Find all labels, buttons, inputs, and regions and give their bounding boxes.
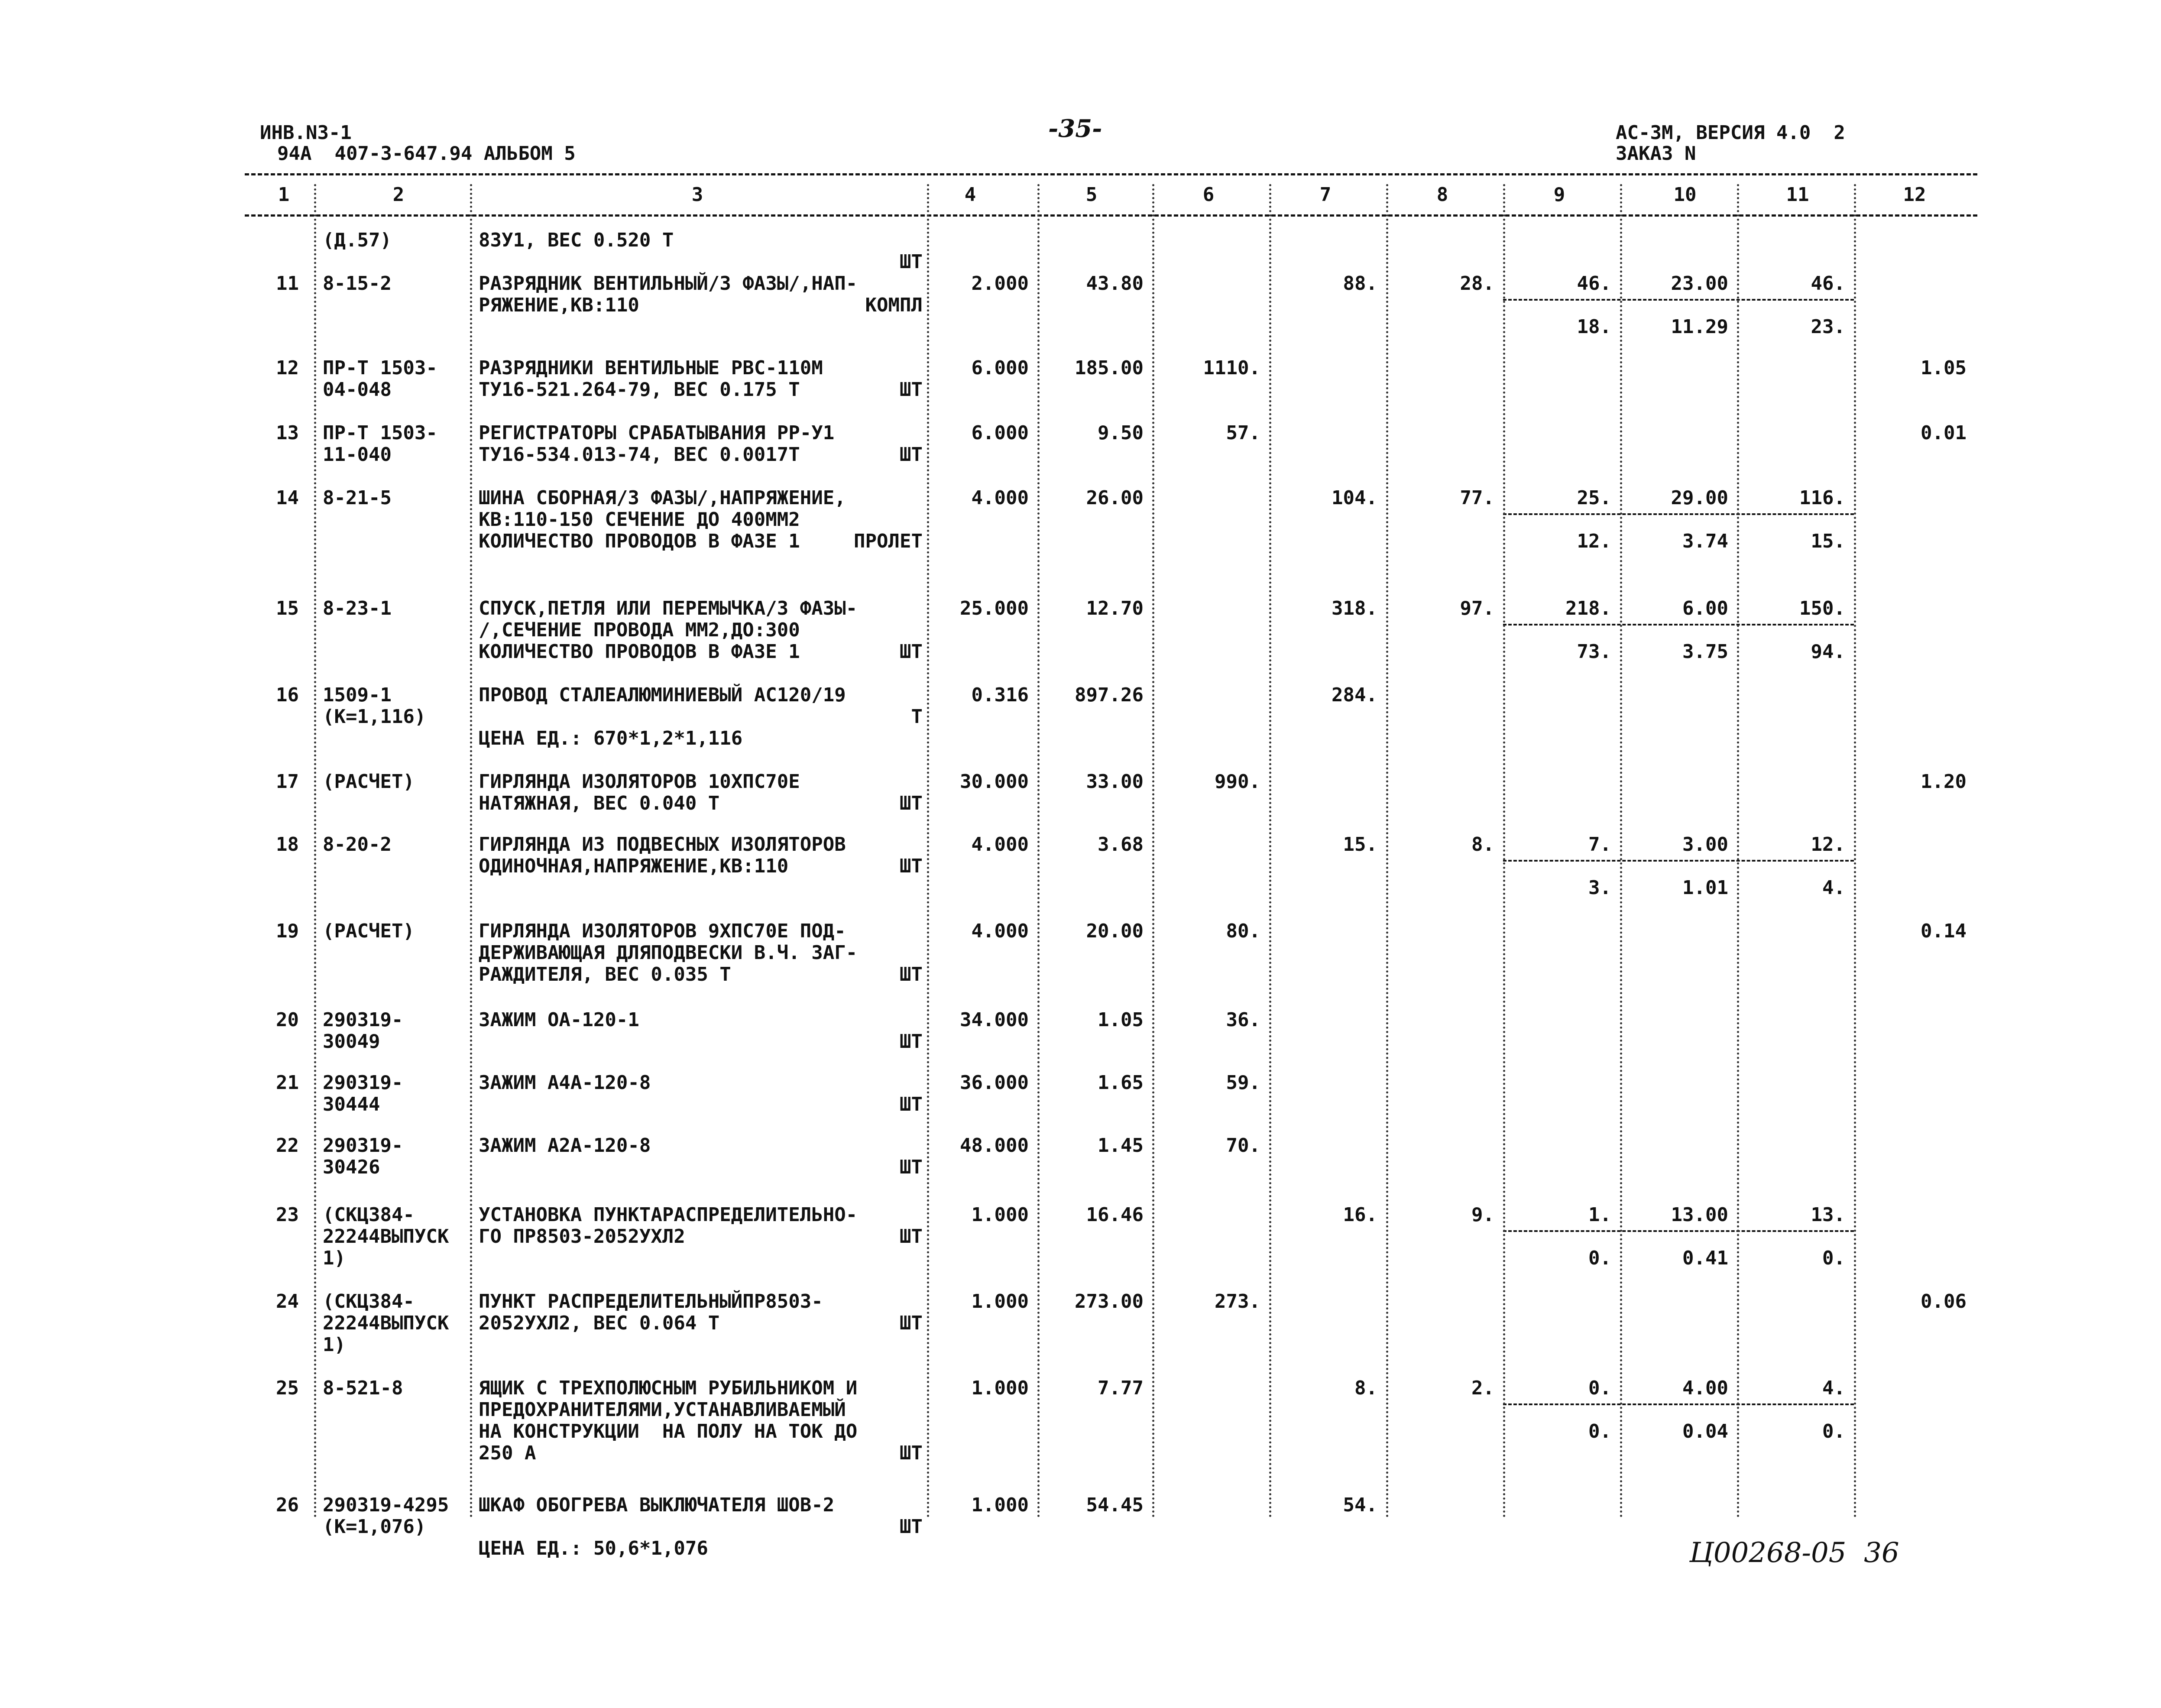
row-unit: ШТ	[900, 1156, 923, 1178]
row-value-c12: 0.06	[1921, 1290, 1967, 1313]
row-value-c6: 990.	[1215, 771, 1260, 793]
row-code: (РАСЧЕТ)	[323, 771, 415, 793]
row-value-c5: 26.00	[1086, 487, 1144, 509]
row-subvalue-c9b: 73.	[1577, 641, 1611, 663]
row-value-c4: 0.316	[971, 684, 1029, 706]
row-value-c9: 7.	[1588, 833, 1611, 856]
row-value-c10: 29.00	[1671, 487, 1728, 509]
row-description: ДЕРЖИВАЮЩАЯ ДЛЯПОДВЕСКИ В.Ч. ЗАГ-	[479, 942, 858, 964]
row-subvalue-c10b: 0.41	[1682, 1247, 1728, 1269]
row-code: 290319-4295	[323, 1494, 449, 1516]
header-rule-top	[245, 173, 1977, 175]
row-description: КВ:110-150 СЕЧЕНИЕ ДО 400ММ2	[479, 509, 800, 531]
row-value-c11: 46.	[1811, 272, 1845, 295]
inventory-number: ИНВ.N3-1	[260, 122, 352, 144]
row-value-c9: 1.	[1588, 1204, 1611, 1226]
row-code: (СКЦ384-	[323, 1290, 415, 1313]
row-number: 12	[276, 357, 299, 379]
column-separator	[1503, 184, 1505, 1518]
row-value-c4: 1.000	[971, 1377, 1029, 1399]
column-header-2: 2	[392, 184, 405, 206]
row-code: 290319-	[323, 1134, 403, 1157]
row-value-c6: 57.	[1226, 422, 1260, 444]
row-code: 30049	[323, 1031, 380, 1053]
row-code: 8-23-1	[323, 597, 392, 619]
row-code: 22244ВЫПУСК	[323, 1312, 449, 1334]
row-number: 22	[276, 1134, 299, 1157]
row-code: 30426	[323, 1156, 380, 1178]
row-number: 16	[276, 684, 299, 706]
album-reference: 94А 407-3-647.94 АЛЬБОМ 5	[277, 143, 576, 165]
row-value-c7: 104.	[1332, 487, 1377, 509]
row-value-c7: 16.	[1343, 1204, 1377, 1226]
row-value-c6: 1110.	[1203, 357, 1260, 379]
row-subvalue-c11b: 4.	[1822, 877, 1845, 899]
row-description: РАЗРЯДНИК ВЕНТИЛЬНЫЙ/3 ФАЗЫ/,НАП-	[479, 272, 858, 295]
row-subvalue-c11b: 0.	[1822, 1247, 1845, 1269]
row-value-c12: 0.14	[1921, 920, 1967, 942]
row-value-c7: 284.	[1332, 684, 1377, 706]
row-value-c4: 1.000	[971, 1494, 1029, 1516]
row-value-c4: 2.000	[971, 272, 1029, 295]
row-number: 19	[276, 920, 299, 942]
row-value-c4: 34.000	[960, 1009, 1029, 1031]
row-value-c5: 1.45	[1098, 1134, 1144, 1157]
row-description: 83У1, ВЕС 0.520 Т	[479, 229, 674, 251]
row-unit: ШТ	[900, 1312, 923, 1334]
column-separator	[1152, 184, 1154, 1518]
subrow-rule	[1503, 860, 1854, 862]
row-code: (К=1,116)	[323, 706, 426, 728]
row-value-c9: 218.	[1565, 597, 1611, 619]
row-value-c9: 46.	[1577, 272, 1611, 295]
row-value-c10: 23.00	[1671, 272, 1728, 295]
column-header-5: 5	[1085, 184, 1098, 206]
row-description: ЗАЖИМ А2А-120-8	[479, 1134, 651, 1157]
row-value-c11: 150.	[1799, 597, 1845, 619]
row-value-c5: 20.00	[1086, 920, 1144, 942]
row-price-note: ЦЕНА ЕД.: 50,6*1,076	[479, 1537, 708, 1559]
row-unit: ШТ	[900, 1031, 923, 1053]
row-value-c11: 13.	[1811, 1204, 1845, 1226]
row-value-c4: 4.000	[971, 833, 1029, 856]
row-value-c10: 13.00	[1671, 1204, 1728, 1226]
handwritten-signature: Ц00268-05 36	[1689, 1537, 1899, 1569]
row-value-c11: 4.	[1822, 1377, 1845, 1399]
row-value-c11: 116.	[1799, 487, 1845, 509]
column-header-7: 7	[1319, 184, 1332, 206]
subrow-rule	[1503, 299, 1854, 301]
row-value-c4: 4.000	[971, 920, 1029, 942]
row-value-c4: 1.000	[971, 1290, 1029, 1313]
row-description: ГО ПР8503-2052УХЛ2	[479, 1225, 685, 1248]
page-number: -35-	[1048, 114, 1102, 143]
column-separator	[1854, 184, 1856, 1518]
row-description: УСТАНОВКА ПУНКТАРАСПРЕДЕЛИТЕЛЬНО-	[479, 1204, 858, 1226]
row-value-c6: 36.	[1226, 1009, 1260, 1031]
row-subvalue-c10b: 0.04	[1682, 1420, 1728, 1442]
row-code: 8-521-8	[323, 1377, 403, 1399]
row-value-c5: 7.77	[1098, 1377, 1144, 1399]
row-code: 1)	[323, 1334, 346, 1356]
row-value-c10: 4.00	[1682, 1377, 1728, 1399]
row-subvalue-c10b: 1.01	[1682, 877, 1728, 899]
subrow-rule	[1503, 624, 1854, 626]
row-value-c7: 8.	[1354, 1377, 1377, 1399]
column-separator	[1386, 184, 1388, 1518]
row-value-c5: 9.50	[1098, 422, 1144, 444]
row-value-c5: 185.00	[1075, 357, 1144, 379]
row-description: 2052УХЛ2, ВЕС 0.064 Т	[479, 1312, 720, 1334]
row-value-c6: 273.	[1215, 1290, 1260, 1313]
program-version: АС-3М, ВЕРСИЯ 4.0 2	[1616, 122, 1845, 144]
row-code: 8-20-2	[323, 833, 392, 856]
row-description: ТУ16-521.264-79, ВЕС 0.175 Т	[479, 379, 800, 401]
row-unit: КОМПЛ	[865, 294, 923, 316]
row-value-c5: 1.65	[1098, 1072, 1144, 1094]
row-value-c12: 1.05	[1921, 357, 1967, 379]
column-header-12: 12	[1903, 184, 1926, 206]
row-number: 24	[276, 1290, 299, 1313]
subrow-rule	[1503, 1230, 1854, 1232]
column-separator	[1269, 184, 1271, 1518]
row-description: ГИРЛЯНДА ИЗ ПОДВЕСНЫХ ИЗОЛЯТОРОВ	[479, 833, 846, 856]
column-separator	[314, 184, 316, 1518]
row-number: 23	[276, 1204, 299, 1226]
row-unit: ШТ	[900, 855, 923, 877]
column-header-10: 10	[1673, 184, 1697, 206]
row-subvalue-c9b: 0.	[1588, 1247, 1611, 1269]
row-code: ПР-Т 1503-	[323, 422, 437, 444]
row-value-c10: 3.00	[1682, 833, 1728, 856]
row-number: 11	[276, 272, 299, 295]
column-header-11: 11	[1786, 184, 1809, 206]
row-code: 1509-1	[323, 684, 392, 706]
row-description: ОДИНОЧНАЯ,НАПРЯЖЕНИЕ,КВ:110	[479, 855, 789, 877]
row-value-c4: 6.000	[971, 422, 1029, 444]
row-description: ШИНА СБОРНАЯ/3 ФАЗЫ/,НАПРЯЖЕНИЕ,	[479, 487, 846, 509]
row-value-c6: 70.	[1226, 1134, 1260, 1157]
row-value-c5: 16.46	[1086, 1204, 1144, 1226]
column-header-8: 8	[1436, 184, 1448, 206]
row-value-c5: 43.80	[1086, 272, 1144, 295]
row-description: КОЛИЧЕСТВО ПРОВОДОВ В ФАЗЕ 1	[479, 641, 800, 663]
row-subvalue-c11b: 15.	[1811, 530, 1845, 552]
row-subvalue-c11b: 94.	[1811, 641, 1845, 663]
row-code: 04-048	[323, 379, 392, 401]
column-separator	[1037, 184, 1040, 1518]
row-value-c11: 12.	[1811, 833, 1845, 856]
row-code: 8-21-5	[323, 487, 392, 509]
row-code: (СКЦ384-	[323, 1204, 415, 1226]
row-value-c4: 25.000	[960, 597, 1029, 619]
column-separator	[1737, 184, 1739, 1518]
row-value-c12: 1.20	[1921, 771, 1967, 793]
row-value-c4: 36.000	[960, 1072, 1029, 1094]
row-unit: ШТ	[900, 1093, 923, 1115]
row-description: РЕГИСТРАТОРЫ СРАБАТЫВАНИЯ РР-У1	[479, 422, 835, 444]
row-unit: ШТ	[900, 1442, 923, 1464]
row-code: 11-040	[323, 444, 392, 466]
column-separator	[470, 184, 472, 1518]
subrow-rule	[1503, 513, 1854, 515]
row-description: РАЖДИТЕЛЯ, ВЕС 0.035 Т	[479, 963, 731, 985]
row-value-c4: 6.000	[971, 357, 1029, 379]
row-code: 290319-	[323, 1072, 403, 1094]
row-value-c7: 54.	[1343, 1494, 1377, 1516]
column-header-6: 6	[1202, 184, 1215, 206]
row-description: РЯЖЕНИЕ,КВ:110	[479, 294, 639, 316]
column-header-3: 3	[691, 184, 703, 206]
row-value-c5: 33.00	[1086, 771, 1144, 793]
row-code: (РАСЧЕТ)	[323, 920, 415, 942]
row-number: 17	[276, 771, 299, 793]
row-subvalue-c10b: 3.75	[1682, 641, 1728, 663]
row-description: 250 А	[479, 1442, 536, 1464]
row-number: 18	[276, 833, 299, 856]
row-description: НАТЯЖНАЯ, ВЕС 0.040 Т	[479, 792, 720, 814]
row-number: 21	[276, 1072, 299, 1094]
row-unit: ШТ	[900, 963, 923, 985]
row-description: ЯЩИК С ТРЕХПОЛЮСНЫМ РУБИЛЬНИКОМ И	[479, 1377, 858, 1399]
row-value-c8: 97.	[1460, 597, 1494, 619]
row-subvalue-c10b: 3.74	[1682, 530, 1728, 552]
row-number: 13	[276, 422, 299, 444]
row-subvalue-c9b: 18.	[1577, 316, 1611, 338]
row-value-c5: 12.70	[1086, 597, 1144, 619]
row-description: СПУСК,ПЕТЛЯ ИЛИ ПЕРЕМЫЧКА/3 ФАЗЫ-	[479, 597, 858, 619]
row-description: КОЛИЧЕСТВО ПРОВОДОВ В ФАЗЕ 1	[479, 530, 800, 552]
row-value-c9: 25.	[1577, 487, 1611, 509]
row-description: ТУ16-534.013-74, ВЕС 0.0017Т	[479, 444, 800, 466]
row-description: /,СЕЧЕНИЕ ПРОВОДА ММ2,ДО:300	[479, 619, 800, 641]
column-header-1: 1	[278, 184, 290, 206]
row-description: ПРЕДОХРАНИТЕЛЯМИ,УСТАНАВЛИВАЕМЫЙ	[479, 1399, 846, 1421]
row-unit: ПРОЛЕТ	[854, 530, 923, 552]
row-value-c6: 59.	[1226, 1072, 1260, 1094]
row-subvalue-c9b: 12.	[1577, 530, 1611, 552]
row-code: 8-15-2	[323, 272, 392, 295]
row-value-c5: 3.68	[1098, 833, 1144, 856]
row-code: (Д.57)	[323, 229, 392, 251]
row-code: 290319-	[323, 1009, 403, 1031]
row-code: 1)	[323, 1247, 346, 1269]
row-value-c4: 4.000	[971, 487, 1029, 509]
row-value-c7: 88.	[1343, 272, 1377, 295]
row-value-c5: 1.05	[1098, 1009, 1144, 1031]
order-label: ЗАКАЗ N	[1616, 143, 1696, 165]
row-unit: Т	[911, 706, 923, 728]
row-price-note: ЦЕНА ЕД.: 670*1,2*1,116	[479, 727, 743, 749]
row-value-c12: 0.01	[1921, 422, 1967, 444]
row-subvalue-c9b: 3.	[1588, 877, 1611, 899]
column-separator	[1620, 184, 1622, 1518]
row-number: 20	[276, 1009, 299, 1031]
row-value-c5: 897.26	[1075, 684, 1144, 706]
row-unit: ШТ	[900, 379, 923, 401]
row-unit: ШТ	[900, 641, 923, 663]
row-value-c8: 9.	[1471, 1204, 1494, 1226]
row-value-c4: 48.000	[960, 1134, 1029, 1157]
column-header-9: 9	[1553, 184, 1565, 206]
row-value-c4: 30.000	[960, 771, 1029, 793]
subrow-rule	[1503, 1403, 1854, 1405]
row-subvalue-c9b: 0.	[1588, 1420, 1611, 1442]
row-unit: ШТ	[900, 251, 923, 273]
row-unit: ШТ	[900, 792, 923, 814]
row-subvalue-c11b: 0.	[1822, 1420, 1845, 1442]
row-description: ЗАЖИМ А4А-120-8	[479, 1072, 651, 1094]
row-unit: ШТ	[900, 1225, 923, 1248]
row-value-c8: 28.	[1460, 272, 1494, 295]
row-value-c9: 0.	[1588, 1377, 1611, 1399]
row-number: 25	[276, 1377, 299, 1399]
row-number: 14	[276, 487, 299, 509]
row-description: ЗАЖИМ ОА-120-1	[479, 1009, 639, 1031]
row-description: ГИРЛЯНДА ИЗОЛЯТОРОВ 9ХПС70Е ПОД-	[479, 920, 846, 942]
header-rule-bottom	[245, 214, 1977, 217]
row-value-c5: 273.00	[1075, 1290, 1144, 1313]
column-separator	[927, 184, 929, 1518]
row-subvalue-c10b: 11.29	[1671, 316, 1728, 338]
row-unit: ШТ	[900, 1516, 923, 1538]
row-code: ПР-Т 1503-	[323, 357, 437, 379]
row-description: ГИРЛЯНДА ИЗОЛЯТОРОВ 10ХПС70Е	[479, 771, 800, 793]
row-value-c5: 54.45	[1086, 1494, 1144, 1516]
row-description: ШКАФ ОБОГРЕВА ВЫКЛЮЧАТЕЛЯ ШОВ-2	[479, 1494, 835, 1516]
row-value-c8: 77.	[1460, 487, 1494, 509]
row-code: (К=1,076)	[323, 1516, 426, 1538]
row-number: 15	[276, 597, 299, 619]
row-description: ПРОВОД СТАЛЕАЛЮМИНИЕВЫЙ АС120/19	[479, 684, 846, 706]
row-subvalue-c11b: 23.	[1811, 316, 1845, 338]
row-number: 26	[276, 1494, 299, 1516]
row-code: 30444	[323, 1093, 380, 1115]
row-value-c8: 2.	[1471, 1377, 1494, 1399]
row-value-c6: 80.	[1226, 920, 1260, 942]
row-value-c7: 318.	[1332, 597, 1377, 619]
row-code: 22244ВЫПУСК	[323, 1225, 449, 1248]
row-description: ПУНКТ РАСПРЕДЕЛИТЕЛЬНЫЙПР8503-	[479, 1290, 823, 1313]
column-header-4: 4	[964, 184, 976, 206]
row-value-c4: 1.000	[971, 1204, 1029, 1226]
row-value-c7: 15.	[1343, 833, 1377, 856]
row-description: НА КОНСТРУКЦИИ НА ПОЛУ НА ТОК ДО	[479, 1420, 858, 1442]
row-description: РАЗРЯДНИКИ ВЕНТИЛЬНЫЕ РВС-110М	[479, 357, 823, 379]
row-unit: ШТ	[900, 444, 923, 466]
row-value-c8: 8.	[1471, 833, 1494, 856]
row-value-c10: 6.00	[1682, 597, 1728, 619]
